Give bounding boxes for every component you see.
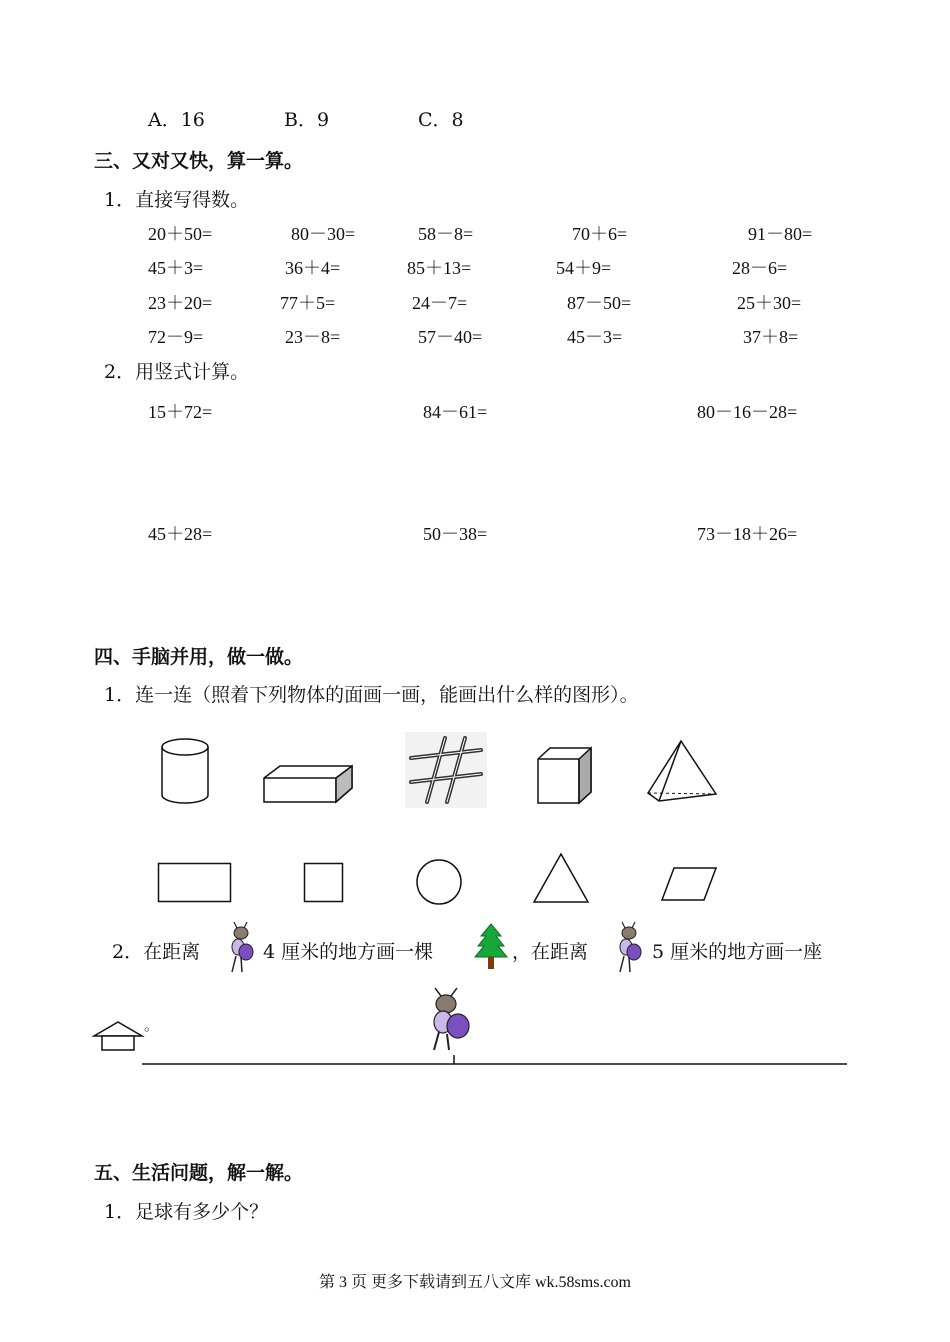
cube-figure bbox=[535, 746, 595, 806]
oral-item: 45－3= bbox=[567, 327, 623, 347]
measure-line bbox=[142, 1052, 848, 1068]
oral-item: 87－50= bbox=[567, 293, 632, 313]
oral-item: 45＋3= bbox=[148, 258, 204, 278]
section4-q2-part3: ，在距离 bbox=[512, 941, 589, 963]
ant-icon bbox=[226, 922, 256, 974]
vertical-item: 80－16－28= bbox=[697, 402, 798, 422]
choice-b: B．9 bbox=[284, 109, 330, 131]
oral-item: 77＋5= bbox=[280, 293, 336, 313]
square-shape bbox=[303, 862, 345, 904]
oral-item: 28－6= bbox=[732, 258, 788, 278]
oral-item: 37＋8= bbox=[743, 327, 799, 347]
oral-item: 36＋4= bbox=[285, 258, 341, 278]
house-icon bbox=[92, 1020, 144, 1052]
vertical-item: 73－18＋26= bbox=[697, 524, 798, 544]
oral-item: 58－8= bbox=[418, 224, 474, 244]
vertical-item: 15＋72= bbox=[148, 402, 213, 422]
oral-item: 23－8= bbox=[285, 327, 341, 347]
pyramid-figure bbox=[645, 738, 719, 806]
parallelogram-shape bbox=[660, 866, 718, 902]
section5-title: 五、生活问题，解一解。 bbox=[94, 1162, 304, 1184]
ant-icon bbox=[425, 988, 475, 1052]
oral-item: 24－7= bbox=[412, 293, 468, 313]
rectangle-shape bbox=[157, 862, 233, 904]
oral-item: 20＋50= bbox=[148, 224, 213, 244]
tree-icon bbox=[474, 922, 508, 970]
section4-q2-part2: 4 厘米的地方画一棵 bbox=[263, 941, 434, 963]
oral-item: 54＋9= bbox=[556, 258, 612, 278]
section4-q1: 1．连一连（照着下列物体的面画一画，能画出什么样的图形）。 bbox=[104, 684, 639, 706]
choice-c: C．8 bbox=[418, 109, 464, 131]
ant-icon bbox=[614, 922, 644, 974]
section4-q2-part4: 5 厘米的地方画一座 bbox=[652, 941, 823, 963]
vertical-item: 50－38= bbox=[423, 524, 488, 544]
section3-title: 三、又对又快，算一算。 bbox=[94, 150, 304, 172]
section4-title: 四、手脑并用，做一做。 bbox=[94, 646, 304, 668]
triangle-shape bbox=[532, 852, 590, 904]
oral-item: 91－80= bbox=[748, 224, 813, 244]
section3-q2: 2．用竖式计算。 bbox=[104, 361, 250, 383]
choice-a: A．16 bbox=[148, 109, 205, 131]
page-footer: 第 3 页 更多下载请到五八文库 wk.58sms.com bbox=[318, 1274, 631, 1291]
section5-q1: 1．足球有多少个？ bbox=[104, 1201, 269, 1223]
oral-item: 70＋6= bbox=[572, 224, 628, 244]
section4-q2-end: 。 bbox=[144, 1016, 160, 1034]
circle-shape bbox=[415, 858, 463, 906]
oral-item: 80－30= bbox=[291, 224, 356, 244]
oral-item: 57－40= bbox=[418, 327, 483, 347]
section3-q1: 1．直接写得数。 bbox=[104, 189, 250, 211]
vertical-item: 45＋28= bbox=[148, 524, 213, 544]
oral-item: 25＋30= bbox=[737, 293, 802, 313]
vertical-item: 84－61= bbox=[423, 402, 488, 422]
section4-q2-part1: 2．在距离 bbox=[112, 941, 201, 963]
oral-item: 72－9= bbox=[148, 327, 204, 347]
cylinder-figure bbox=[155, 735, 215, 807]
cuboid-figure bbox=[262, 764, 356, 806]
oral-item: 85＋13= bbox=[407, 258, 472, 278]
oral-item: 23＋20= bbox=[148, 293, 213, 313]
sticks-grid-figure bbox=[405, 732, 487, 808]
